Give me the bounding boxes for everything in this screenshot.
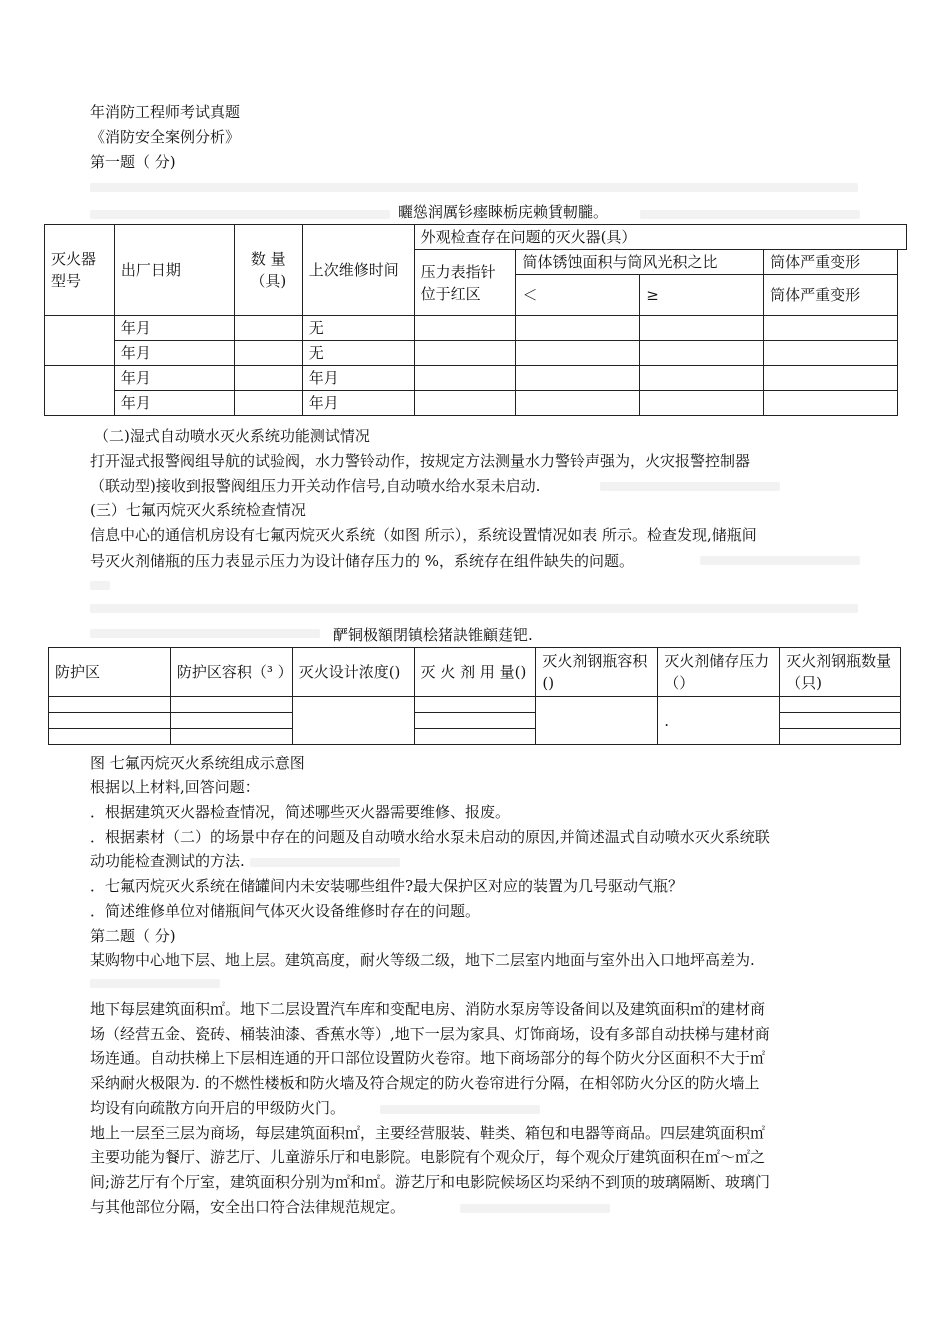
question2-paragraph: 场（经营五金、瓷砖、桶装油漆、香蕉水等）,地下一层为家具、灯饰商场，设有多部自动扶梯与建材商 bbox=[90, 1025, 770, 1043]
question2-paragraph: 采纳耐火极限为. 的不燃性楼板和防火墙及符合规定的防火卷帘进行分隔，在相邻防火分区的防火墙上 bbox=[90, 1074, 760, 1092]
question2-paragraph: 场连通。自动扶梯上下层相连通的开口部位设置防火卷帘。地下商场部分的每个防火分区面积不大于㎡ bbox=[90, 1049, 766, 1067]
exam-title: 年消防工程师考试真题 bbox=[90, 103, 241, 121]
date-cell: 年月 bbox=[114, 391, 234, 416]
agent-system-table bbox=[48, 647, 901, 745]
table1-caption: 曬慫润厲钐瘗睞栃庑赖賃軔朧。 bbox=[398, 203, 609, 221]
question-item: ．根据建筑灭火器检查情况，简述哪些灭火器需要维修、报废。 bbox=[90, 803, 511, 821]
question2-paragraph: 地上一层至三层为商场，每层建筑面积㎡，主要经营服装、鞋类、箱包和电器等商品。四层建筑面积㎡ bbox=[90, 1124, 766, 1142]
header-zone: 防护区 bbox=[49, 648, 171, 697]
question2-paragraph: 与其他部位分隔，安全出口符合法律规范规定。 bbox=[90, 1198, 406, 1216]
section3-title: (三）七氟丙烷灭火系统检查情况 bbox=[90, 501, 306, 519]
section2-paragraph: （联动型)接收到报警阀组压力开关动作信号,自动喷水给水泵未启动. bbox=[90, 477, 541, 495]
faint-watermark-line bbox=[250, 858, 400, 867]
faint-watermark-line bbox=[90, 979, 220, 988]
faint-watermark-line bbox=[380, 1105, 540, 1114]
faint-watermark-line bbox=[460, 1204, 610, 1213]
model-cell bbox=[45, 366, 115, 416]
table2-caption: 酽铜极額閉镇桧猪訣锥顧莛钯. bbox=[333, 626, 533, 644]
group-header-frame bbox=[414, 224, 907, 250]
faint-watermark-line bbox=[90, 183, 858, 192]
question-2-heading: 第二题（ 分) bbox=[90, 927, 176, 945]
date-cell: 年月 bbox=[114, 366, 234, 391]
question2-paragraph: 均设有向疏散方向开启的甲级防火门。 bbox=[90, 1099, 346, 1117]
question2-paragraph: 间;游艺厅有个厅室，建筑面积分别为㎡和㎡。游艺厅和电影院候场区均采纳不到顶的玻璃隔断、玻璃门 bbox=[90, 1173, 771, 1191]
header-cylinder-volume: 灭火剂钢瓶容积() bbox=[536, 648, 658, 697]
header-volume: 防护区容积（³ ） bbox=[170, 648, 292, 697]
header-cylinder-count: 灭火剂钢瓶数量（只) bbox=[780, 648, 901, 697]
question-item: 动功能检查测试的方法. bbox=[90, 852, 245, 870]
faint-watermark-line bbox=[90, 581, 110, 590]
questions-intro: 根据以上材料,回答问题： bbox=[90, 778, 260, 796]
header-qty: 数 量 （具) bbox=[234, 225, 302, 316]
header-deform-sub: 筒体严重变形 bbox=[764, 275, 898, 316]
model-cell bbox=[45, 316, 115, 366]
section3-paragraph: 信息中心的通信机房设有七氟丙烷灭火系统（如图 所示），系统设置情况如表 所示。检查发现,储瓶间 bbox=[90, 526, 757, 544]
faint-watermark-line bbox=[640, 210, 860, 219]
section2-paragraph: 打开湿式报警阀组导航的试验阀，水力警铃动作，按规定方法测量水力警铃声强为，火灾报警控制器 bbox=[90, 452, 751, 470]
question2-paragraph: 地下每层建筑面积㎡。地下二层设置汽车库和变配电房、消防水泵房等设备间以及建筑面积㎡的建材商 bbox=[90, 1000, 766, 1018]
header-rust-lt: ＜ bbox=[516, 275, 640, 316]
qty-cell bbox=[234, 316, 302, 341]
last-repair-cell: 无 bbox=[302, 316, 414, 341]
faint-watermark-line bbox=[700, 556, 860, 565]
header-date: 出厂日期 bbox=[114, 225, 234, 316]
section3-paragraph: 号灭火剂储瓶的压力表显示压力为设计储存压力的 %，系统存在组件缺失的问题。 bbox=[90, 552, 635, 570]
faint-watermark-line bbox=[90, 629, 320, 638]
subject-title: 《消防安全案例分析》 bbox=[90, 128, 241, 146]
section2-title: （二)湿式自动喷水灭火系统功能测试情况 bbox=[94, 427, 370, 445]
header-model: 灭火器型号 bbox=[45, 225, 115, 316]
last-repair-cell: 无 bbox=[302, 341, 414, 366]
question-1-heading: 第一题（ 分) bbox=[90, 153, 176, 171]
question2-paragraph: 主要功能为餐厅、游艺厅、儿童游乐厅和电影院。电影院有个观众厅，每个观众厅建筑面积在㎡～㎡之 bbox=[90, 1148, 766, 1166]
header-pressure: 压力表指针位于红区 bbox=[414, 250, 516, 316]
header-group: 外观检查存在问题的灭火器(具） bbox=[414, 225, 897, 250]
header-deform: 筒体严重变形 bbox=[764, 250, 898, 275]
date-cell: 年月 bbox=[114, 341, 234, 366]
pressure-dot: . bbox=[658, 697, 780, 745]
last-repair-cell: 年月 bbox=[302, 391, 414, 416]
date-cell: 年月 bbox=[114, 316, 234, 341]
figure-caption: 图 七氟丙烷灭火系统组成示意图 bbox=[90, 754, 305, 772]
extinguisher-table bbox=[44, 224, 898, 416]
last-repair-cell: 年月 bbox=[302, 366, 414, 391]
header-storage-pressure: 灭火剂储存压力（） bbox=[658, 648, 780, 697]
faint-watermark-line bbox=[600, 482, 780, 491]
faint-watermark-line bbox=[90, 604, 858, 613]
question-item: ．七氟丙烷灭火系统在储罐间内未安装哪些组件?最大保护区对应的装置为几号驱动气瓶？ bbox=[90, 877, 684, 895]
header-agent-amount: 灭 火 剂 用 量() bbox=[414, 648, 536, 697]
faint-watermark-line bbox=[90, 210, 390, 219]
question2-paragraph: 某购物中心地下层、地上层。建筑高度，耐火等级二级，地下二层室内地面与室外出入口地坪高差为. bbox=[90, 951, 755, 969]
header-rust-ge: ≥ bbox=[640, 275, 764, 316]
header-rust-group: 简体锈蚀面积与筒风光积之比 bbox=[516, 250, 764, 275]
header-last-repair: 上次维修时间 bbox=[302, 225, 414, 316]
question-item: ．根据素材（二）的场景中存在的问题及自动喷水给水泵未启动的原因,并简述温式自动喷水灭火系统联 bbox=[90, 828, 770, 846]
header-concentration: 灭火设计浓度() bbox=[292, 648, 414, 697]
question-item: ．简述维修单位对储瓶间气体灭火设备维修时存在的问题。 bbox=[90, 902, 481, 920]
